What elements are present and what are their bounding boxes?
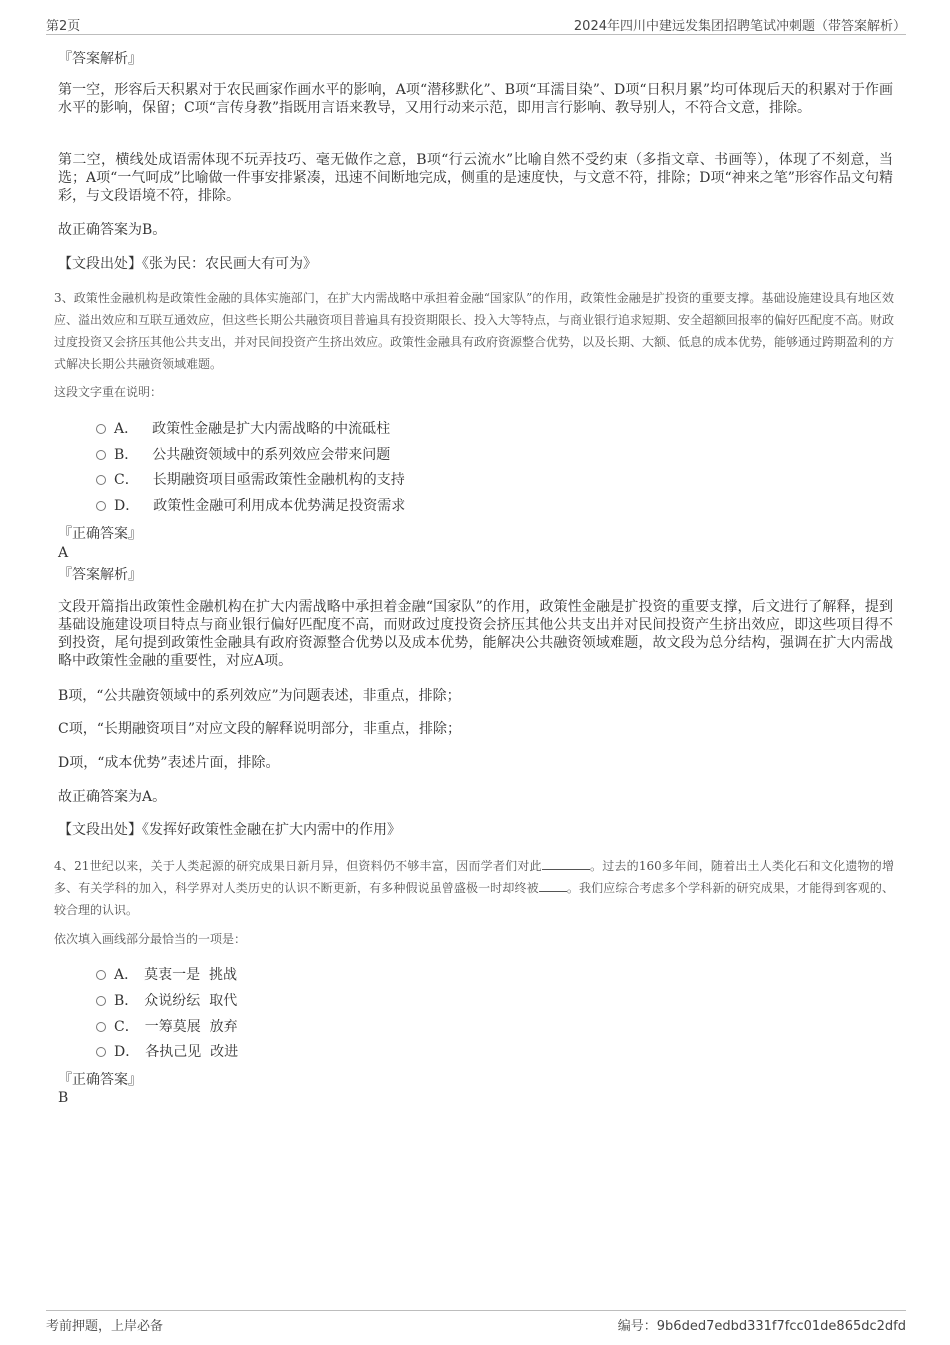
- radio-icon[interactable]: [96, 970, 106, 980]
- question-4-option-d[interactable]: D． 各执己见 改进: [96, 1043, 238, 1061]
- option-c-note: C项，“长期融资项目”对应文段的解释说明部分，非重点，排除；: [58, 721, 462, 737]
- question-3-option-d[interactable]: D． 政策性金融可利用成本优势满足投资需求: [96, 497, 405, 515]
- analysis-paragraph-1: 第一空，形容后天积累对于农民画家作画水平的影响，A项“潜移默化”、B项“耳濡目染”、D项“日积月累”均可体现后天的积累对于作画水平的影响，保留；C项“言传身教”指既用言语来教导，又用行动来示范，即用言行影响、教导别人，不符合文意，排除。: [58, 82, 893, 116]
- radio-icon[interactable]: [96, 1022, 106, 1032]
- radio-icon[interactable]: [96, 424, 106, 434]
- source-citation: 【文段出处】《发挥好政策性金融在扩大内需中的作用》: [58, 822, 401, 838]
- question-3-prompt: 这段文字重在说明：: [54, 385, 163, 399]
- answer-blank-2: [539, 879, 567, 892]
- analysis-conclusion: 故正确答案为A。: [58, 789, 167, 805]
- document-id: 编号：9b6ded7edbd331f7fcc01de865dc2dfd: [617, 1319, 906, 1334]
- question-3-option-c[interactable]: C． 长期融资项目亟需政策性金融机构的支持: [96, 471, 405, 489]
- page-header: [46, 12, 906, 35]
- radio-icon[interactable]: [96, 475, 106, 485]
- analysis-paragraph-2: 第二空，横线处成语需体现不玩弄技巧、毫无做作之意，B项“行云流水”比喻自然不受约束（多指文章、书画等），体现了不刻意，当选；A项“一气呵成”比喻做一件事安排紧凑，迅速不间断地完成，侧重的是速度快，与文意不符，排除；D项“神来之笔”形容作品文句精彩，与文段语境不符，排除。: [58, 152, 893, 204]
- answer-label: 『正确答案』: [58, 1072, 142, 1088]
- question-4-option-c[interactable]: C． 一筹莫展 放弃: [96, 1018, 238, 1036]
- radio-icon[interactable]: [96, 450, 106, 460]
- option-b-note: B项，“公共融资领域中的系列效应”为问题表述，非重点，排除；: [58, 688, 461, 704]
- question-4-text: 4、21世纪以来，关于人类起源的研究成果日新月异，但资料仍不够丰富，因而学者们对此 。过去的160多年间，随着出土人类化石和文化遗物的增多、有关学科的加入，科学界对人类历史的认识不断更新，有多种假说虽曾盛极一时却终被 。我们应综合考虑多个学科新的研究成果，才能得到客观的、较合理的认识。: [54, 859, 894, 917]
- radio-icon[interactable]: [96, 996, 106, 1006]
- answer-label: 『正确答案』: [58, 526, 142, 542]
- radio-icon[interactable]: [96, 501, 106, 511]
- analysis-paragraph: 文段开篇指出政策性金融机构在扩大内需战略中承担着金融“国家队”的作用，政策性金融是扩投资的重要支撑，后文进行了解释，提到基础设施建设项目特点与商业银行偏好匹配度不高，而财政过度投资会挤压其他公共支出并对民间投资产生挤出效应，即这些项目得不到投资，尾句提到政策性金融具有政府资源整合优势以及成本优势，能解决公共融资领域难题，故文段为总分结构，强调在扩大内需战略中政策性金融的重要性，对应A项。: [58, 599, 893, 669]
- radio-icon[interactable]: [96, 1047, 106, 1057]
- question-3-option-b[interactable]: B． 公共融资领域中的系列效应会带来问题: [96, 446, 390, 464]
- option-d-note: D项，“成本优势”表述片面，排除。: [58, 755, 280, 771]
- question-4-option-a[interactable]: A． 莫衷一是 挑战: [96, 966, 237, 984]
- source-citation: 【文段出处】《张为民：农民画大有可为》: [58, 256, 317, 272]
- answer-blank-1: [542, 857, 590, 870]
- question-3-text: 3、政策性金融机构是政策性金融的具体实施部门，在扩大内需战略中承担着金融“国家队”的作用，政策性金融是扩投资的重要支撑。基础设施建设具有地区效应、溢出效应和互联互通效应，但这些长期公共融资项目普遍具有投资期限长、投入大等特点，与商业银行追求短期、安全超额回报率的偏好匹配度不高。财政过度投资又会挤压其他公共支出，并对民间投资产生挤出效应。政策性金融具有政府资源整合优势，以及长期、大额、低息的成本优势，能够通过跨期盈利的方式解决长期公共融资领域难题。: [54, 291, 895, 371]
- question-4-option-b[interactable]: B． 众说纷纭 取代: [96, 992, 237, 1010]
- footer-slogan: 考前押题，上岸必备: [46, 1319, 164, 1334]
- document-title: 2024年四川中建远发集团招聘笔试冲刺题（带答案解析）: [573, 19, 906, 34]
- analysis-label: 『答案解析』: [58, 51, 142, 67]
- analysis-conclusion: 故正确答案为B。: [58, 222, 167, 238]
- page-number: 第2页: [46, 19, 81, 34]
- correct-answer: A: [58, 545, 69, 561]
- correct-answer: B: [58, 1090, 69, 1106]
- question-4-prompt: 依次填入画线部分最恰当的一项是：: [54, 932, 247, 946]
- question-3-option-a[interactable]: A． 政策性金融是扩大内需战略的中流砥柱: [96, 420, 390, 438]
- page-footer: [46, 1310, 906, 1337]
- analysis-label: 『答案解析』: [58, 567, 142, 583]
